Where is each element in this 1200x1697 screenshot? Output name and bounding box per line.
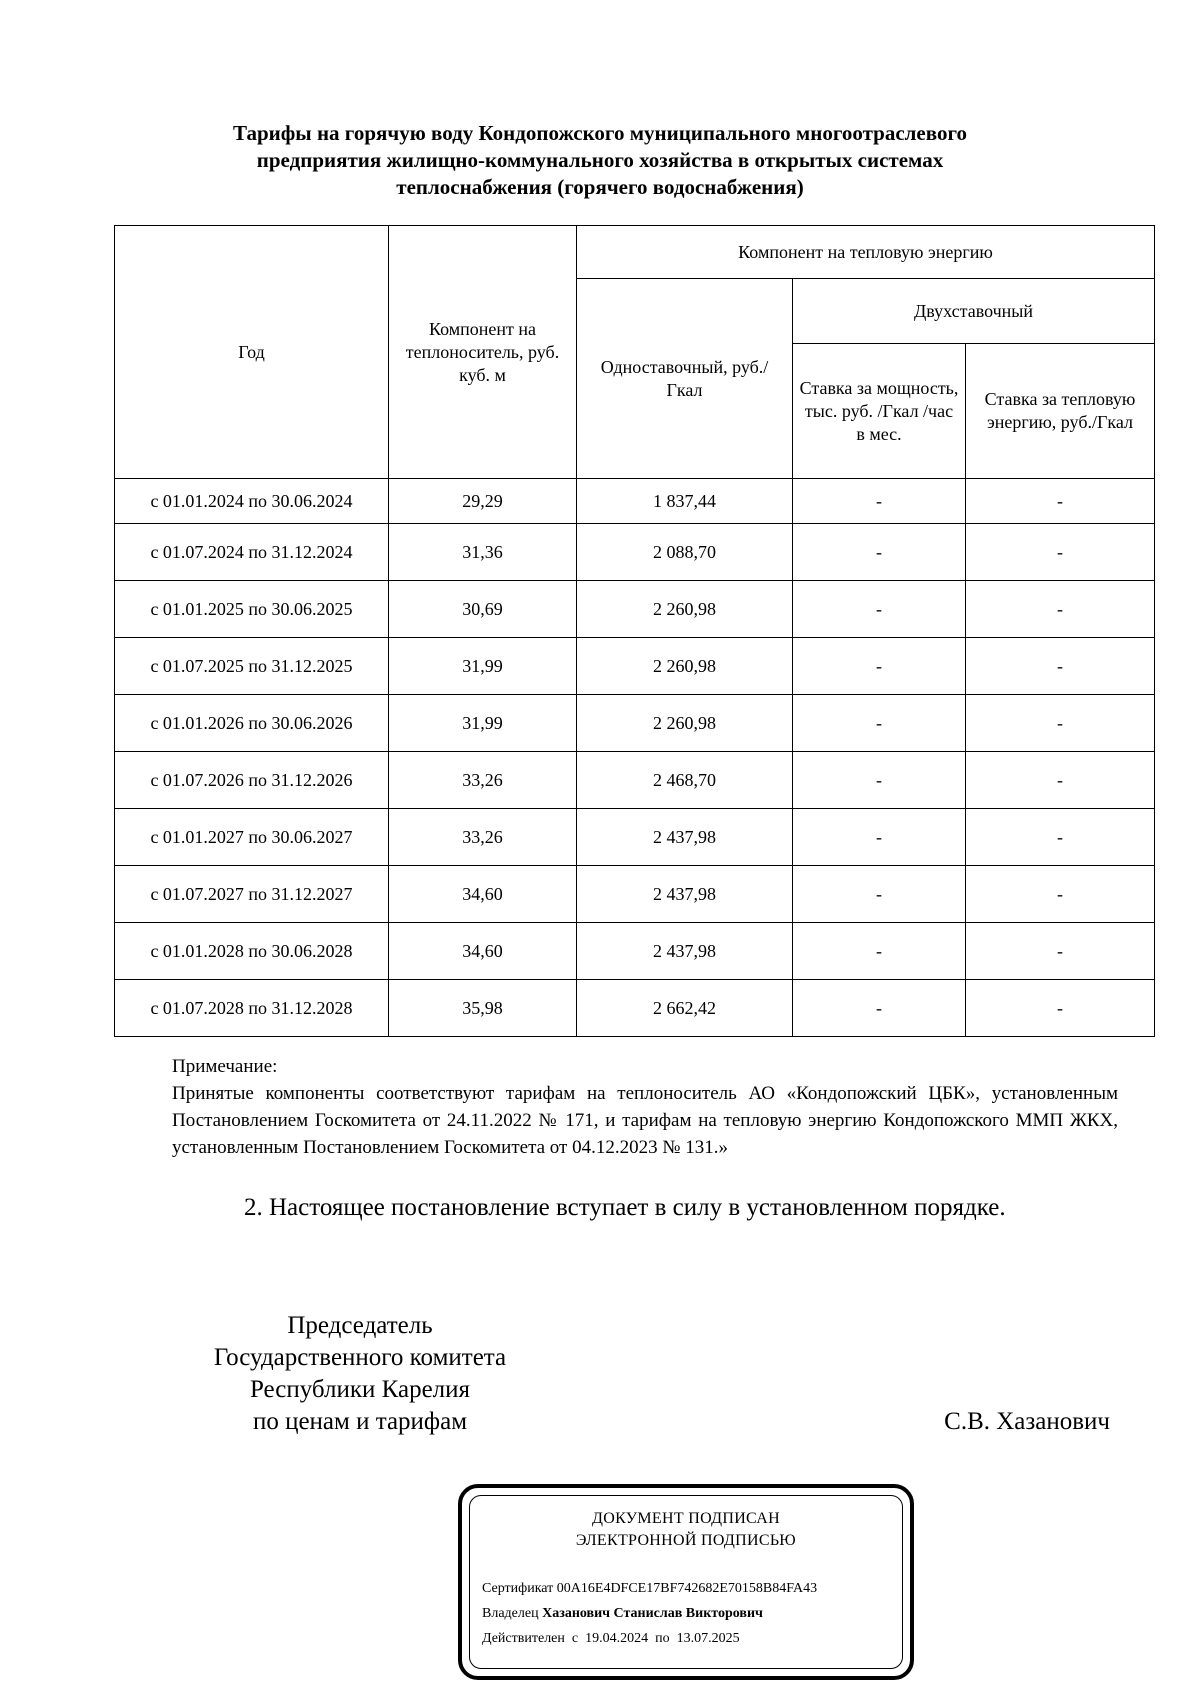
cell-carrier: 31,36 — [389, 524, 577, 581]
header-year: Год — [115, 226, 389, 479]
table-row — [115, 809, 1155, 866]
cell-carrier: 29,29 — [389, 479, 577, 524]
table-row — [115, 866, 1155, 923]
signatory-position — [170, 1310, 550, 1438]
table-row — [115, 980, 1155, 1037]
cell-single-rate: 2 260,98 — [577, 581, 793, 638]
certificate-value: 00A16E4DFCE17BF742682E70158B84FA43 — [556, 1581, 818, 1596]
cell-energy-rate: - — [966, 638, 1155, 695]
header-two-rate: Двухставочный — [793, 279, 1155, 344]
position-line: Государственного комитета — [213, 1344, 507, 1371]
cell-carrier: 34,60 — [389, 866, 577, 923]
stamp-title — [462, 1508, 910, 1552]
cell-energy-rate: - — [966, 980, 1155, 1037]
cell-capacity-rate: - — [793, 581, 966, 638]
valid-to-label: по — [655, 1631, 670, 1646]
table-row — [115, 581, 1155, 638]
cell-single-rate: 2 260,98 — [577, 638, 793, 695]
header-energy-rate: Ставка за тепловую энергию, руб./Гкал — [966, 344, 1155, 479]
stamp-certificate — [482, 1580, 817, 1598]
cell-capacity-rate: - — [793, 524, 966, 581]
cell-single-rate: 2 260,98 — [577, 695, 793, 752]
note-label: Примечание: — [172, 1056, 278, 1077]
cell-energy-rate: - — [966, 809, 1155, 866]
stamp-owner — [482, 1605, 763, 1623]
title-line-1: Тарифы на горячую воду Кондопожского муниципального многоотраслевого — [233, 121, 967, 145]
cell-energy-rate: - — [966, 524, 1155, 581]
cell-single-rate: 1 837,44 — [577, 479, 793, 524]
cell-capacity-rate: - — [793, 638, 966, 695]
cell-period: с 01.01.2026 по 30.06.2026 — [115, 695, 389, 752]
cell-period: с 01.01.2027 по 30.06.2027 — [115, 809, 389, 866]
cell-capacity-rate: - — [793, 923, 966, 980]
cell-single-rate: 2 468,70 — [577, 752, 793, 809]
cell-period: с 01.07.2026 по 31.12.2026 — [115, 752, 389, 809]
tariff-table — [114, 225, 1155, 1037]
valid-from-label: с — [571, 1631, 579, 1646]
document-title — [190, 120, 1010, 201]
cell-energy-rate: - — [966, 479, 1155, 524]
cell-capacity-rate: - — [793, 695, 966, 752]
cell-energy-rate: - — [966, 752, 1155, 809]
cell-capacity-rate: - — [793, 752, 966, 809]
header-capacity-rate: Ставка за мощность, тыс. руб. /Гкал /час в мес. — [793, 344, 966, 479]
table-row — [115, 695, 1155, 752]
table-row — [115, 923, 1155, 980]
valid-to: 13.07.2025 — [676, 1631, 740, 1646]
cell-single-rate: 2 437,98 — [577, 923, 793, 980]
cell-energy-rate: - — [966, 866, 1155, 923]
position-line: по ценам и тарифам — [252, 1408, 468, 1435]
cell-carrier: 34,60 — [389, 923, 577, 980]
cell-single-rate: 2 662,42 — [577, 980, 793, 1037]
table-row — [115, 638, 1155, 695]
cell-capacity-rate: - — [793, 479, 966, 524]
table-row — [115, 752, 1155, 809]
cell-capacity-rate: - — [793, 866, 966, 923]
table-row — [115, 524, 1155, 581]
valid-from: 19.04.2024 — [585, 1631, 649, 1646]
cell-period: с 01.07.2027 по 31.12.2027 — [115, 866, 389, 923]
cell-single-rate: 2 088,70 — [577, 524, 793, 581]
stamp-title-line-2: ЭЛЕКТРОННОЙ ПОДПИСЬЮ — [575, 1532, 797, 1549]
cell-carrier: 33,26 — [389, 809, 577, 866]
cell-period: с 01.01.2028 по 30.06.2028 — [115, 923, 389, 980]
cell-energy-rate: - — [966, 923, 1155, 980]
owner-value: Хазанович Станислав Викторович — [542, 1606, 763, 1621]
position-line: Республики Карелия — [249, 1376, 471, 1403]
stamp-title-line-1: ДОКУМЕНТ ПОДПИСАН — [592, 1510, 780, 1527]
cell-carrier: 31,99 — [389, 638, 577, 695]
title-line-2: предприятия жилищно-коммунального хозяйства в открытых системах — [256, 148, 944, 172]
cell-period: с 01.01.2025 по 30.06.2025 — [115, 581, 389, 638]
cell-period: с 01.07.2028 по 31.12.2028 — [115, 980, 389, 1037]
header-energy-group: Компонент на тепловую энергию — [577, 226, 1155, 279]
valid-label: Действителен — [482, 1631, 565, 1646]
header-single-rate: Одноставочный, руб./Гкал — [577, 279, 793, 479]
cell-carrier: 35,98 — [389, 980, 577, 1037]
note — [172, 1053, 1118, 1161]
note-text: Принятые компоненты соответствуют тарифам на теплоноситель АО «Кондопожский ЦБК», установленным Постановлением Госкомитета от 24.11.2022 № 171, и тарифам на тепловую энергию Кондопожского ММП ЖКХ, установленным Постановлением Госкомитета от 04.12.2023 № 131.» — [172, 1083, 1118, 1158]
signatory-name: С.В. Хазанович — [944, 1408, 1110, 1435]
cell-single-rate: 2 437,98 — [577, 866, 793, 923]
cell-period: с 01.07.2024 по 31.12.2024 — [115, 524, 389, 581]
stamp-validity — [482, 1630, 740, 1648]
header-carrier: Компонент на теплоноситель, руб. куб. м — [389, 226, 577, 479]
owner-label: Владелец — [482, 1606, 539, 1621]
certificate-label: Сертификат — [482, 1581, 554, 1596]
cell-period: с 01.01.2024 по 30.06.2024 — [115, 479, 389, 524]
cell-single-rate: 2 437,98 — [577, 809, 793, 866]
cell-energy-rate: - — [966, 581, 1155, 638]
cell-carrier: 31,99 — [389, 695, 577, 752]
table-row — [115, 479, 1155, 524]
cell-carrier: 30,69 — [389, 581, 577, 638]
position-line: Председатель — [287, 1312, 433, 1339]
clause-2: 2. Настоящее постановление вступает в силу в установленном порядке. — [244, 1194, 1006, 1221]
cell-energy-rate: - — [966, 695, 1155, 752]
cell-carrier: 33,26 — [389, 752, 577, 809]
cell-capacity-rate: - — [793, 980, 966, 1037]
e-signature-stamp — [458, 1484, 914, 1680]
title-line-3: теплоснабжения (горячего водоснабжения) — [396, 175, 804, 199]
cell-capacity-rate: - — [793, 809, 966, 866]
cell-period: с 01.07.2025 по 31.12.2025 — [115, 638, 389, 695]
